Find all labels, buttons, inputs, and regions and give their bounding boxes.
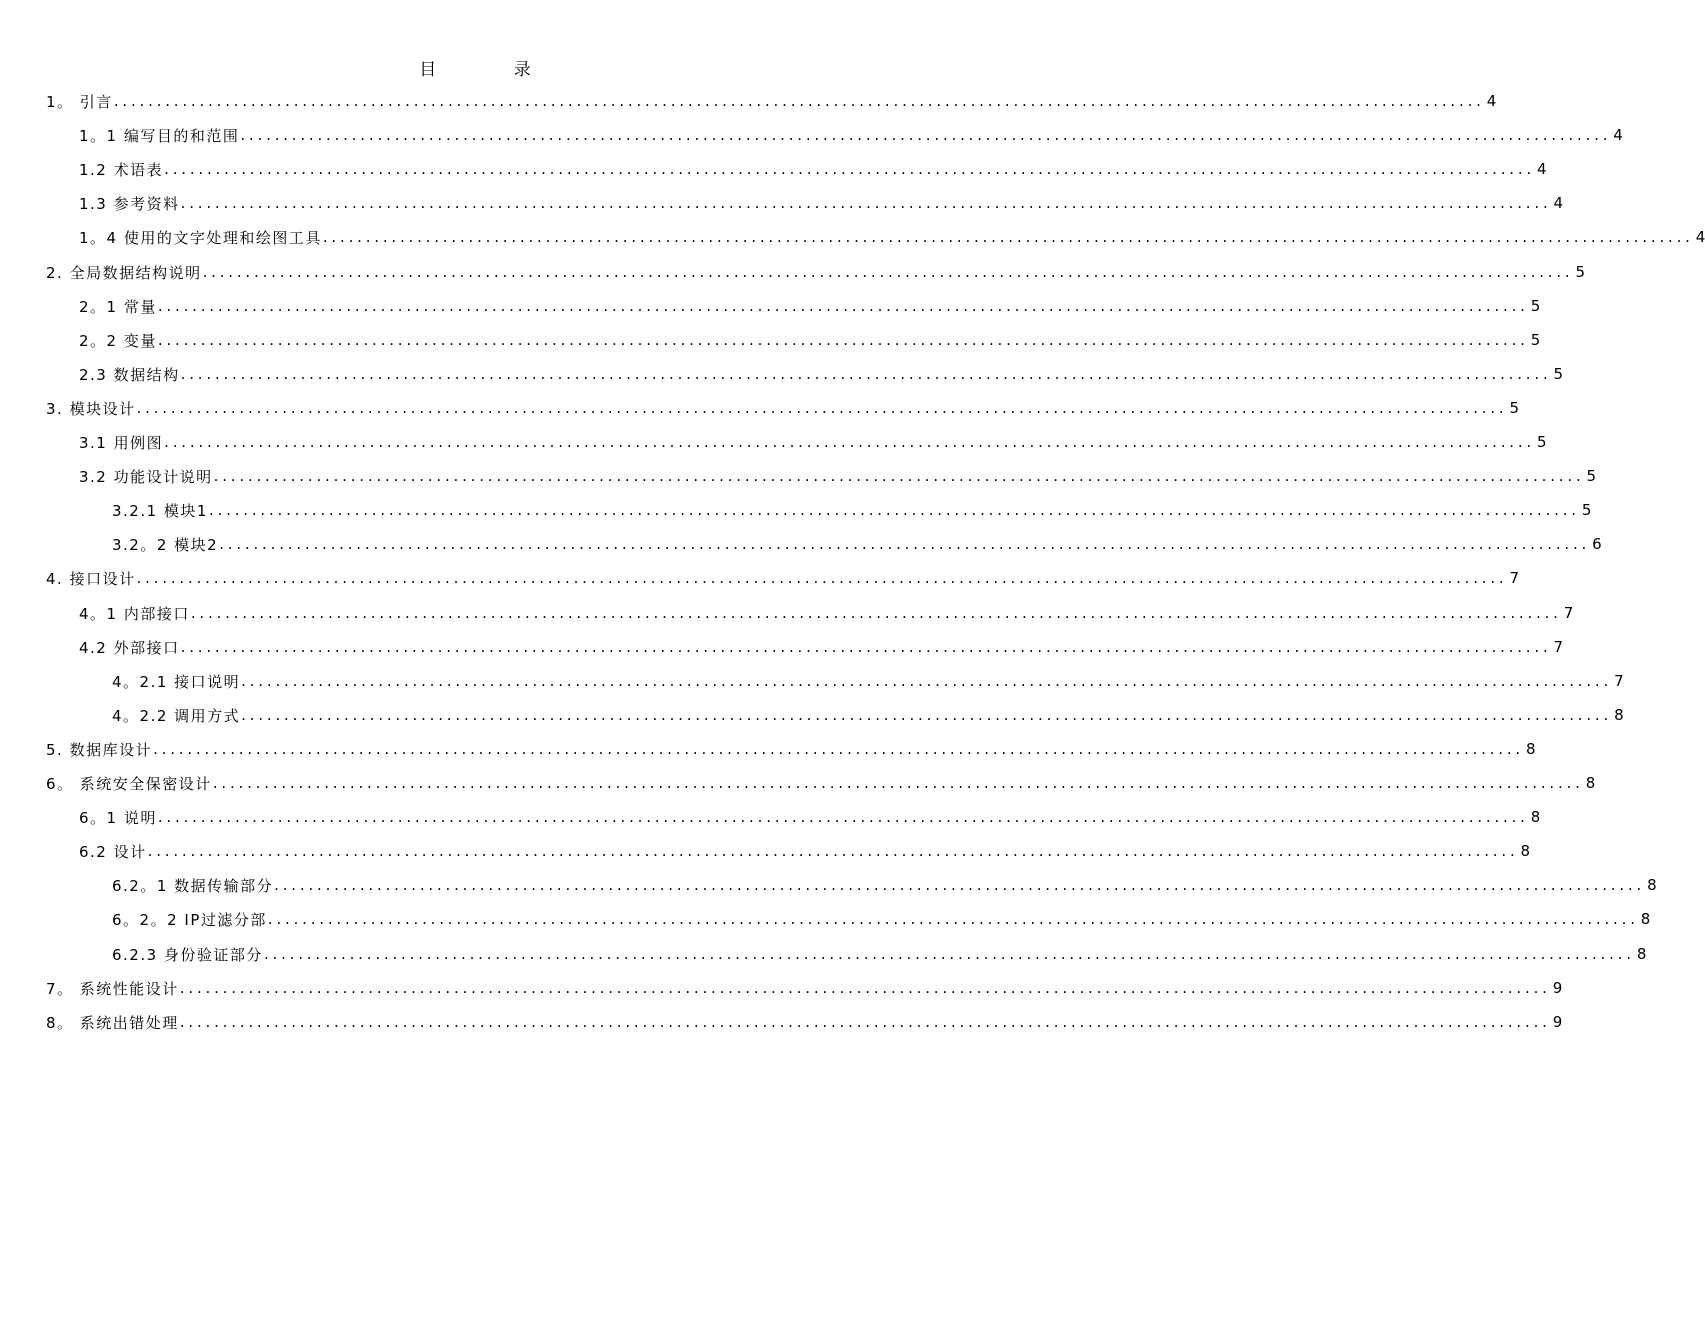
toc-entry-text: 4. 接口设计 bbox=[46, 569, 136, 588]
toc-entry-text: 8。 系统出错处理 bbox=[46, 1013, 179, 1032]
toc-entry[interactable] bbox=[112, 868, 1657, 902]
toc-page-number: 7 bbox=[1553, 638, 1564, 656]
toc-dot-leader: ................................................................................................................................................................ bbox=[179, 979, 1551, 997]
toc-entry[interactable] bbox=[46, 391, 1520, 425]
toc-page-number: 8 bbox=[1647, 876, 1657, 894]
toc-dot-leader: ................................................................................................................................................................ bbox=[208, 501, 1580, 519]
toc-entry[interactable] bbox=[79, 357, 1564, 391]
toc-entry-text: 2. 全局数据结构说明 bbox=[46, 263, 202, 282]
toc-page-number: 5 bbox=[1581, 501, 1592, 519]
toc-entry-text: 1。4 使用的文字处理和绘图工具 bbox=[79, 228, 322, 247]
toc-dot-leader: ................................................................................................................................................................ bbox=[164, 433, 1536, 451]
toc-page-number: 6 bbox=[1592, 535, 1602, 553]
toc-entry[interactable] bbox=[79, 834, 1531, 868]
toc-entry-text: 4.2 外部接口 bbox=[79, 638, 180, 657]
toc-dot-leader: ................................................................................................................................................................ bbox=[267, 910, 1639, 928]
toc-dot-leader: ................................................................................................................................................................ bbox=[322, 228, 1694, 246]
toc-entry[interactable] bbox=[79, 800, 1541, 834]
toc-dot-leader: ................................................................................................................................................................ bbox=[241, 672, 1613, 690]
toc-entry[interactable] bbox=[112, 698, 1624, 732]
toc-dot-leader: ................................................................................................................................................................ bbox=[241, 706, 1613, 724]
toc-entry-text: 2.3 数据结构 bbox=[79, 365, 180, 384]
toc-entry-text: 6。2。2 IP过滤分部 bbox=[112, 910, 267, 929]
toc-page-number: 5 bbox=[1553, 365, 1564, 383]
toc-page-number: 7 bbox=[1614, 672, 1624, 690]
toc-entry[interactable] bbox=[79, 323, 1541, 357]
toc-entry[interactable] bbox=[46, 732, 1536, 766]
toc-dot-leader: ................................................................................................................................................................ bbox=[157, 808, 1529, 826]
toc-page-number: 8 bbox=[1614, 706, 1624, 724]
toc-page-number: 9 bbox=[1552, 979, 1563, 997]
toc-page-number: 4 bbox=[1486, 92, 1497, 110]
toc-entry-text: 6。1 说明 bbox=[79, 808, 157, 827]
toc-entry[interactable] bbox=[79, 118, 1623, 152]
toc-dot-leader: ................................................................................................................................................................ bbox=[179, 1013, 1551, 1031]
toc-page-number: 5 bbox=[1586, 467, 1597, 485]
toc-dot-leader: ................................................................................................................................................................ bbox=[157, 297, 1529, 315]
toc-entry[interactable] bbox=[46, 766, 1596, 800]
toc-page-number: 5 bbox=[1530, 297, 1541, 315]
toc-entry[interactable] bbox=[112, 937, 1647, 971]
toc-dot-leader: ................................................................................................................................................................ bbox=[164, 160, 1536, 178]
toc-entry[interactable] bbox=[46, 561, 1520, 595]
toc-entry-text: 5. 数据库设计 bbox=[46, 740, 153, 759]
toc-entry-text: 3.2.1 模块1 bbox=[112, 501, 208, 520]
toc-entry-text: 1.3 参考资料 bbox=[79, 194, 180, 213]
toc-entry-text: 6.2。1 数据传输部分 bbox=[112, 876, 274, 895]
toc-page-number: 5 bbox=[1509, 399, 1520, 417]
toc-entry-text: 7。 系统性能设计 bbox=[46, 979, 179, 998]
toc-page-number: 8 bbox=[1525, 740, 1536, 758]
toc-page-number: 4 bbox=[1695, 228, 1705, 246]
toc-dot-leader: ................................................................................................................................................................ bbox=[153, 740, 1524, 758]
toc-entry-text: 6.2 设计 bbox=[79, 842, 147, 861]
toc-entry[interactable] bbox=[112, 527, 1602, 561]
toc-page-number: 9 bbox=[1552, 1013, 1563, 1031]
toc-dot-leader: ................................................................................................................................................................ bbox=[190, 604, 1562, 622]
toc-page-number: 8 bbox=[1520, 842, 1531, 860]
toc-dot-leader: ................................................................................................................................................................ bbox=[274, 876, 1646, 894]
toc-entry[interactable] bbox=[46, 1005, 1563, 1039]
toc-dot-leader: ................................................................................................................................................................ bbox=[157, 331, 1529, 349]
toc-entry[interactable] bbox=[79, 186, 1564, 220]
toc-entry[interactable] bbox=[79, 459, 1597, 493]
toc-entry-text: 1。 引言 bbox=[46, 92, 113, 111]
toc-entry-text: 6。 系统安全保密设计 bbox=[46, 774, 212, 793]
toc-entry[interactable] bbox=[46, 84, 1497, 118]
toc-page-number: 5 bbox=[1537, 433, 1547, 451]
toc-page-number: 8 bbox=[1636, 945, 1647, 963]
toc-entry-text: 1.2 术语表 bbox=[79, 160, 164, 179]
toc-entry[interactable] bbox=[79, 289, 1541, 323]
toc-dot-leader: ................................................................................................................................................................ bbox=[136, 399, 1508, 417]
toc-entry[interactable] bbox=[46, 255, 1586, 289]
toc-dot-leader: ................................................................................................................................................................ bbox=[263, 945, 1635, 963]
toc-entry[interactable] bbox=[112, 902, 1651, 936]
toc-dot-leader: ................................................................................................................................................................ bbox=[136, 569, 1508, 587]
toc-entry-text: 1。1 编写目的和范围 bbox=[79, 126, 240, 145]
toc-entry[interactable] bbox=[112, 493, 1592, 527]
toc-entry-text: 3.1 用例图 bbox=[79, 433, 164, 452]
toc-page-number: 4 bbox=[1537, 160, 1547, 178]
toc-entry-text: 3. 模块设计 bbox=[46, 399, 136, 418]
toc-entry-text: 4。2.1 接口说明 bbox=[112, 672, 241, 691]
toc-page-number: 5 bbox=[1575, 263, 1586, 281]
toc-page-number: 5 bbox=[1530, 331, 1541, 349]
toc-entry[interactable] bbox=[79, 596, 1574, 630]
toc-page-number: 4 bbox=[1553, 194, 1564, 212]
toc-entry-text: 6.2.3 身份验证部分 bbox=[112, 945, 263, 964]
toc-page-number: 8 bbox=[1530, 808, 1541, 826]
toc-dot-leader: ................................................................................................................................................................ bbox=[219, 535, 1591, 553]
toc-dot-leader: ................................................................................................................................................................ bbox=[180, 365, 1552, 383]
toc-entry-text: 4。2.2 调用方式 bbox=[112, 706, 241, 725]
toc-entry[interactable] bbox=[46, 971, 1563, 1005]
toc-entry[interactable] bbox=[79, 220, 1705, 254]
toc-entry-text: 2。1 常量 bbox=[79, 297, 157, 316]
toc-entry[interactable] bbox=[79, 425, 1547, 459]
toc-page-number: 8 bbox=[1585, 774, 1596, 792]
toc-page-number: 8 bbox=[1640, 910, 1651, 928]
toc-dot-leader: ................................................................................................................................................................ bbox=[147, 842, 1519, 860]
toc-dot-leader: ................................................................................................................................................................ bbox=[202, 263, 1574, 281]
toc-dot-leader: ................................................................................................................................................................ bbox=[113, 92, 1485, 110]
toc-entry-text: 3.2 功能设计说明 bbox=[79, 467, 213, 486]
toc-page-number: 7 bbox=[1563, 604, 1574, 622]
toc-dot-leader: ................................................................................................................................................................ bbox=[180, 194, 1552, 212]
toc-dot-leader: ................................................................................................................................................................ bbox=[180, 638, 1552, 656]
toc-page-number: 7 bbox=[1509, 569, 1520, 587]
toc-entry[interactable] bbox=[112, 664, 1624, 698]
toc-entry-text: 2。2 变量 bbox=[79, 331, 157, 350]
toc-dot-leader: ................................................................................................................................................................ bbox=[212, 774, 1584, 792]
toc-dot-leader: ................................................................................................................................................................ bbox=[240, 126, 1612, 144]
toc-dot-leader: ................................................................................................................................................................ bbox=[213, 467, 1585, 485]
toc-entry-text: 3.2。2 模块2 bbox=[112, 535, 219, 554]
toc-page-number: 4 bbox=[1613, 126, 1623, 144]
toc-entry[interactable] bbox=[79, 152, 1547, 186]
toc-entry-text: 4。1 内部接口 bbox=[79, 604, 190, 623]
toc-title: 目 录 bbox=[419, 60, 567, 80]
toc-entry[interactable] bbox=[79, 630, 1564, 664]
